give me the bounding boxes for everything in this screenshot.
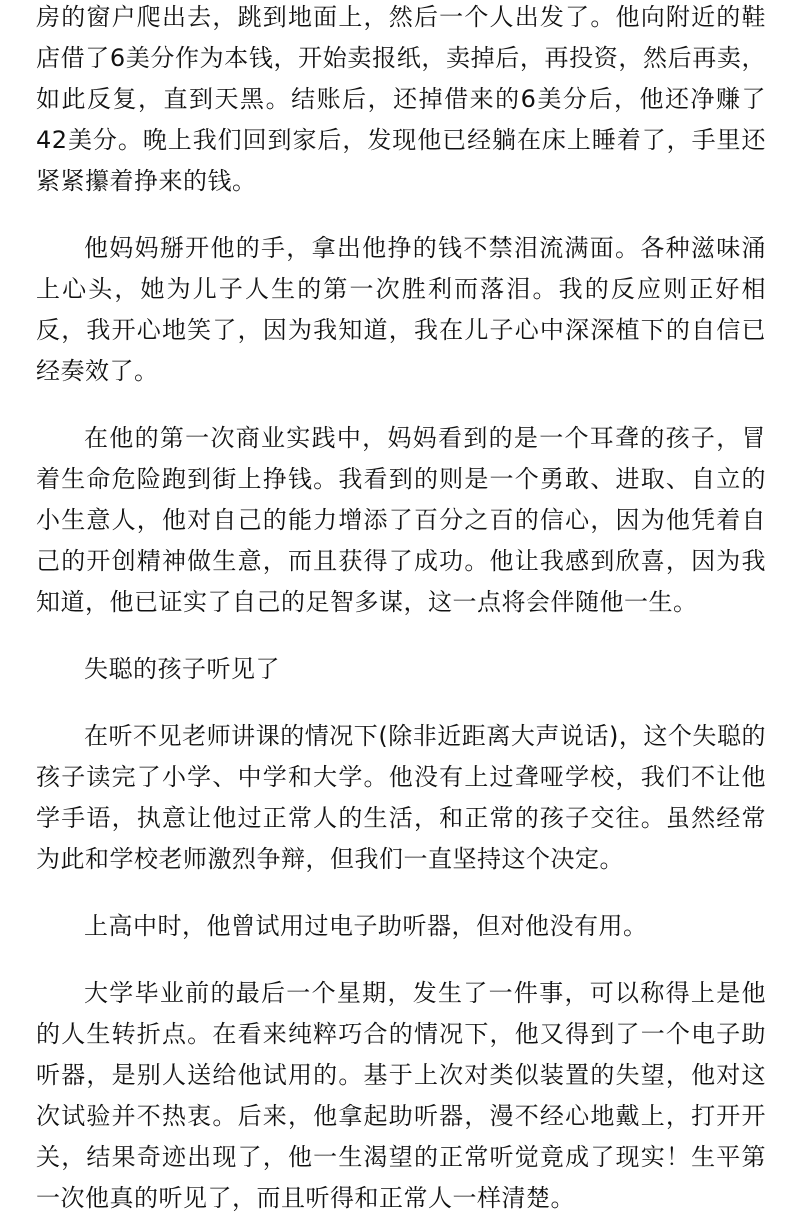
paragraph-high-school: 上高中时，他曾试用过电子助听器，但对他没有用。	[84, 912, 648, 940]
paragraph-mother-tears: 他妈妈掰开他的手，拿出他挣的钱不禁泪流满面。各种滋味涌上心头，她为儿子人生的第一次胜利而落泪。我的反应则正好相反，我开心地笑了，因为我知道，我在儿子心中深深植下的自信已经奏效了。	[36, 234, 766, 385]
paragraph-school: 在听不见老师讲课的情况下(除非近距离大声说话)，这个失聪的孩子读完了小学、中学和大学。他没有上过聋哑学校，我们不让他学手语，执意让他过正常人的生活，和正常的孩子交往。虽然经常为此和学校老师激烈争辩，但我们一直坚持这个决定。	[36, 722, 766, 873]
paragraph-turning-point: 大学毕业前的最后一个星期，发生了一件事，可以称得上是他的人生转折点。在看来纯粹巧合的情况下，他又得到了一个电子助听器，是别人送给他试用的。基于上次对类似装置的失望，他对这次试验并不热衷。后来，他拿起助听器，漫不经心地戴上，打开开关，结果奇迹出现了，他一生渴望的正常听觉竟成了现实！生平第一次他真的听见了，而且听得和正常人一样清楚。	[36, 979, 766, 1212]
paragraph-first-business: 在他的第一次商业实践中，妈妈看到的是一个耳聋的孩子，冒着生命危险跑到街上挣钱。我看到的则是一个勇敢、进取、自立的小生意人，他对自己的能力增添了百分之百的信心，因为他凭着自己的开创精神做生意，而且获得了成功。他让我感到欣喜，因为我知道，他已证实了自己的足智多谋，这一点将会伴随他一生。	[36, 424, 766, 616]
paragraph-continuation: 房的窗户爬出去，跳到地面上，然后一个人出发了。他向附近的鞋店借了6美分作为本钱，开始卖报纸，卖掉后，再投资，然后再卖，如此反复，直到天黑。结账后，还掉借来的6美分后，他还净赚了42美分。晚上我们回到家后，发现他已经躺在床上睡着了，手里还紧紧攥着挣来的钱。	[36, 3, 766, 195]
section-heading: 失聪的孩子听见了	[84, 655, 280, 683]
